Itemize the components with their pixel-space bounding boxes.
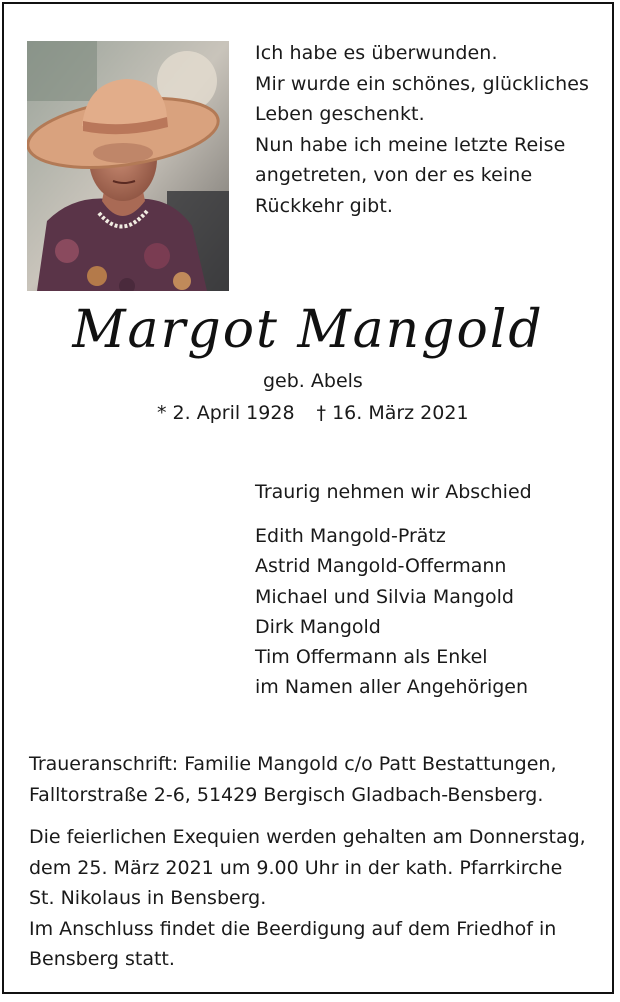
quote-line: Leben geschenkt. bbox=[255, 103, 425, 125]
quote-line: Rückkehr gibt. bbox=[255, 194, 394, 217]
mourner: Edith Mangold-Prätz bbox=[255, 525, 446, 547]
service-line: Die feierlichen Exequien werden gehalten am Donnerstag, bbox=[29, 826, 586, 848]
quote-line: Mir wurde ein schönes, glückliches bbox=[255, 72, 590, 95]
quote-line: angetreten, von der es keine bbox=[255, 164, 533, 186]
death-date: † 16. März 2021 bbox=[316, 402, 469, 424]
birth-date: * 2. April 1928 bbox=[157, 402, 295, 424]
mourning-address bbox=[29, 749, 557, 810]
service-line: Bensberg statt. bbox=[29, 948, 175, 970]
address-line: Falltorstraße 2-6, 51429 Bergisch Gladbach-Bensberg. bbox=[29, 783, 544, 806]
quote-line: Ich habe es überwunden. bbox=[255, 42, 498, 64]
mourner: im Namen aller Angehörigen bbox=[255, 676, 529, 699]
memorial-quote bbox=[255, 38, 600, 221]
address-line: Traueranschrift: Familie Mangold c/o Patt Bestattungen, bbox=[29, 753, 557, 775]
portrait-photo bbox=[27, 41, 229, 291]
obituary-notice bbox=[2, 2, 614, 994]
service-details bbox=[29, 822, 586, 975]
farewell-line: Traurig nehmen wir Abschied bbox=[255, 481, 532, 503]
mourner: Michael und Silvia Mangold bbox=[255, 585, 514, 608]
quote-line: Nun habe ich meine letzte Reise bbox=[255, 133, 566, 156]
service-line: St. Nikolaus in Bensberg. bbox=[29, 887, 267, 909]
mourner: Astrid Mangold-Offermann bbox=[255, 555, 507, 578]
mourner: Tim Offermann als Enkel bbox=[255, 646, 488, 669]
service-line: Im Anschluss findet die Beerdigung auf dem Friedhof in bbox=[29, 917, 557, 940]
mourners-list bbox=[255, 521, 528, 703]
mourner: Dirk Mangold bbox=[255, 615, 381, 638]
portrait-illustration bbox=[27, 41, 229, 291]
birth-name: geb. Abels bbox=[263, 370, 363, 392]
service-line: dem 25. März 2021 um 9.00 Uhr in der kath. Pfarrkirche bbox=[29, 856, 563, 879]
life-dates bbox=[157, 402, 469, 424]
deceased-name: Margot Mangold bbox=[72, 300, 544, 360]
